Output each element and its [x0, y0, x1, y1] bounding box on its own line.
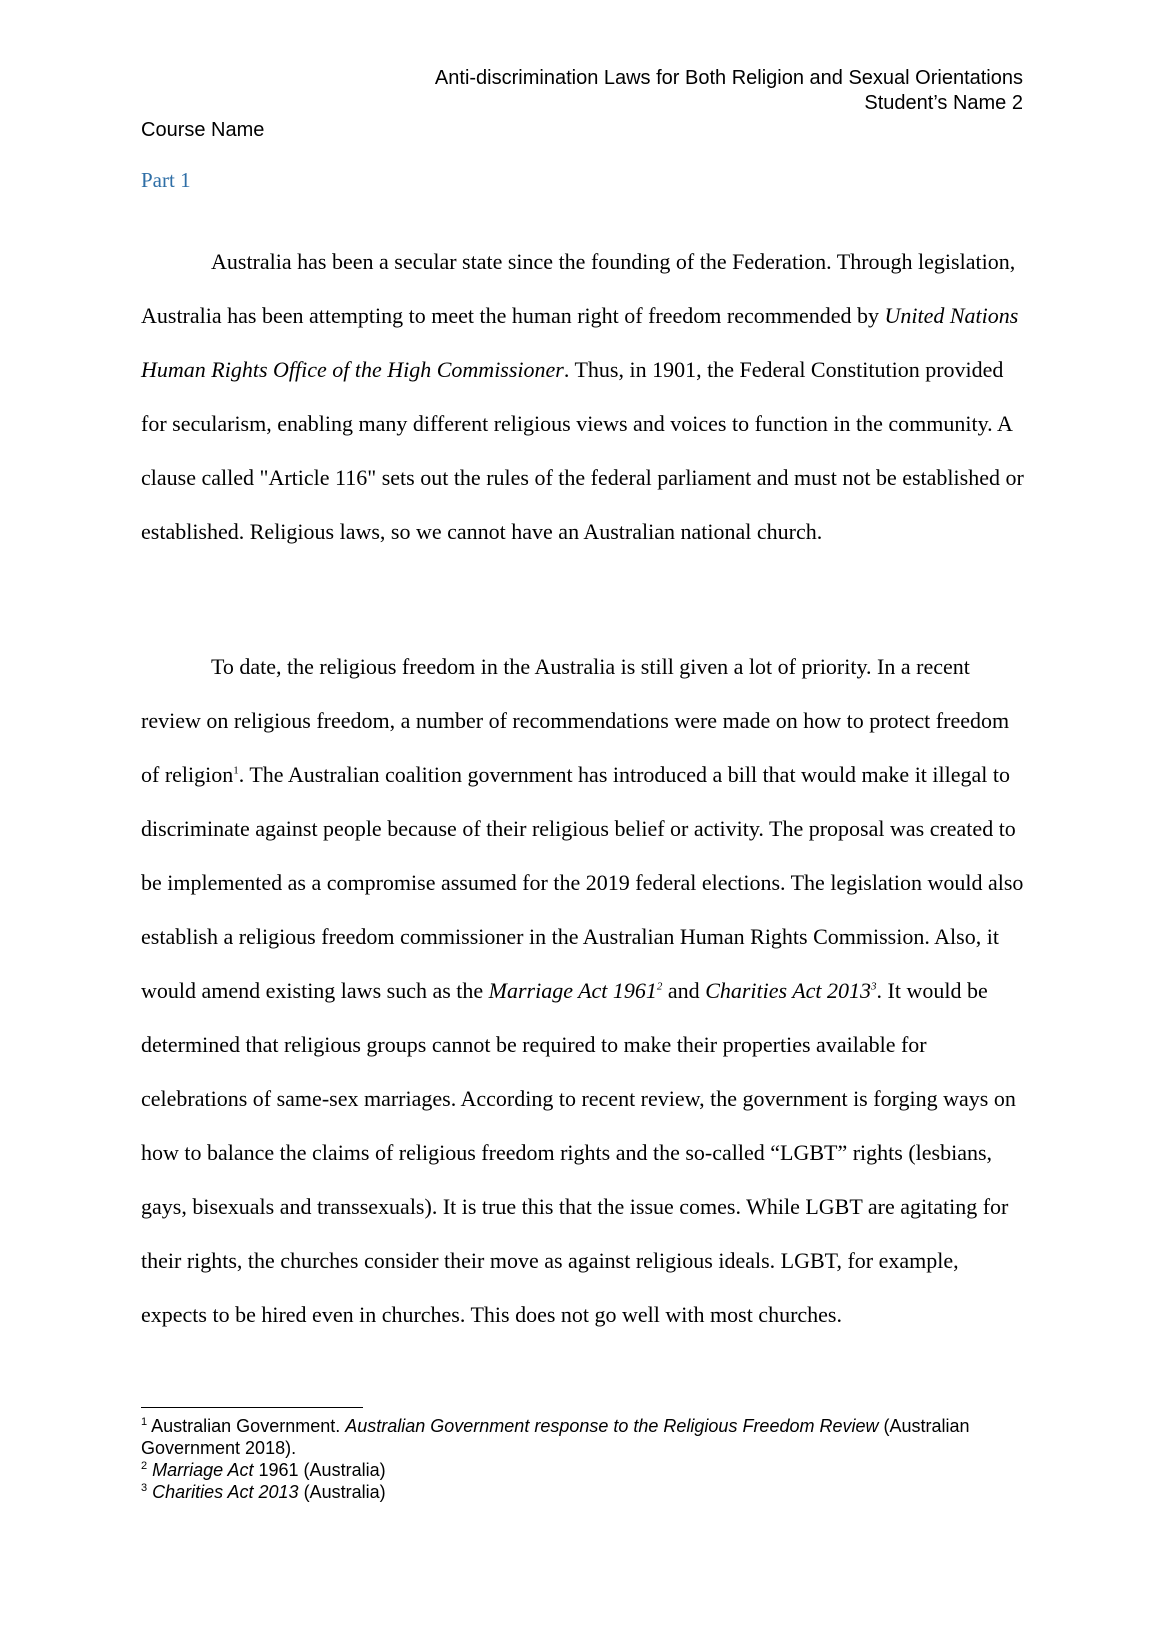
footnote-separator [141, 1407, 363, 1408]
paragraph-italic-text: Charities Act 2013 [705, 978, 872, 1003]
paragraph-text: . It would be determined that religious groups cannot be required to make their properties available for celebrations of same-sex marriages. According to recent review, the government is forging ways on how to balance the claims of religious freedom rights and the so-called “LGBT” rights (lesbians, gays, bisexuals and transsexuals). It is true this that the issue comes. While LGBT are agitating for their rights, the churches consider their move as against religious ideals. LGBT, for example, expects to be hired even in churches. This does not go well with most churches. [141, 978, 1016, 1327]
body-paragraph-1 [141, 235, 1026, 559]
footnote-1 [141, 1415, 1021, 1459]
paragraph-text: . The Australian coalition government has introduced a bill that would make it illegal to discriminate against people because of their religious belief or activity. The proposal was created to be implemented as a compromise assumed for the 2019 federal elections. The legislation would also establish a religious freedom commissioner in the Australian Human Rights Commission. Also, it would amend existing laws such as the [141, 762, 1024, 1003]
footnote-ref-1[interactable]: 1 [233, 764, 239, 777]
paragraph-text: . Thus, in 1901, the Federal Constitution provided for secularism, enabling many different religious views and voices to function in the community. A clause called "Article 116" sets out the rules of the federal parliament and must not be established or established. Religious laws, so we cannot have an Australian national church. [141, 357, 1024, 544]
footnote-text: (Australia) [298, 1482, 386, 1502]
footnote-italic-text: Marriage Act [152, 1460, 254, 1480]
paragraph-text: To date, the religious freedom in the Australia is still given a lot of priority. In a recent review on religious freedom, a number of recommendations were made on how to protect freedom of religion [141, 654, 1010, 787]
paragraph-italic-text: United Nations Human Rights Office of the High Commissioner [141, 303, 1019, 382]
footnotes [141, 1415, 1021, 1503]
footnote-italic-text: Australian Government response to the Religious Freedom Review [345, 1416, 879, 1436]
footnote-ref-3-number: 3 [871, 980, 877, 993]
footnote-text: (Australian Government 2018). [141, 1416, 970, 1458]
header-title: Anti-discrimination Laws for Both Religion and Sexual Orientations [434, 67, 1023, 89]
footnote-text: Australian Government. [147, 1416, 346, 1436]
footnote-italic-text: Charities Act 2013 [152, 1482, 299, 1502]
paragraph-text: and [662, 978, 706, 1003]
section-heading: Part 1 [141, 168, 191, 192]
footnote-number: 2 [141, 1460, 148, 1472]
course-name: Course Name [141, 119, 265, 141]
footnote-2 [141, 1459, 1021, 1481]
footnote-text: 1961 (Australia) [253, 1460, 386, 1480]
running-header [223, 66, 1023, 116]
footnote-3 [141, 1481, 1021, 1503]
paragraph-text: Australia has been a secular state since the founding of the Federation. Through legislation, Australia has been attempting to meet the human right of freedom recommended by [141, 249, 1016, 328]
header-author-page: Student’s Name 2 [864, 92, 1023, 114]
footnote-ref-2-number: 2 [656, 980, 663, 993]
paragraph-italic-text: Marriage Act 1961 [488, 978, 657, 1003]
footnote-number: 1 [141, 1416, 148, 1428]
footnote-number: 3 [141, 1482, 148, 1494]
body-paragraph-2 [141, 640, 1026, 1342]
